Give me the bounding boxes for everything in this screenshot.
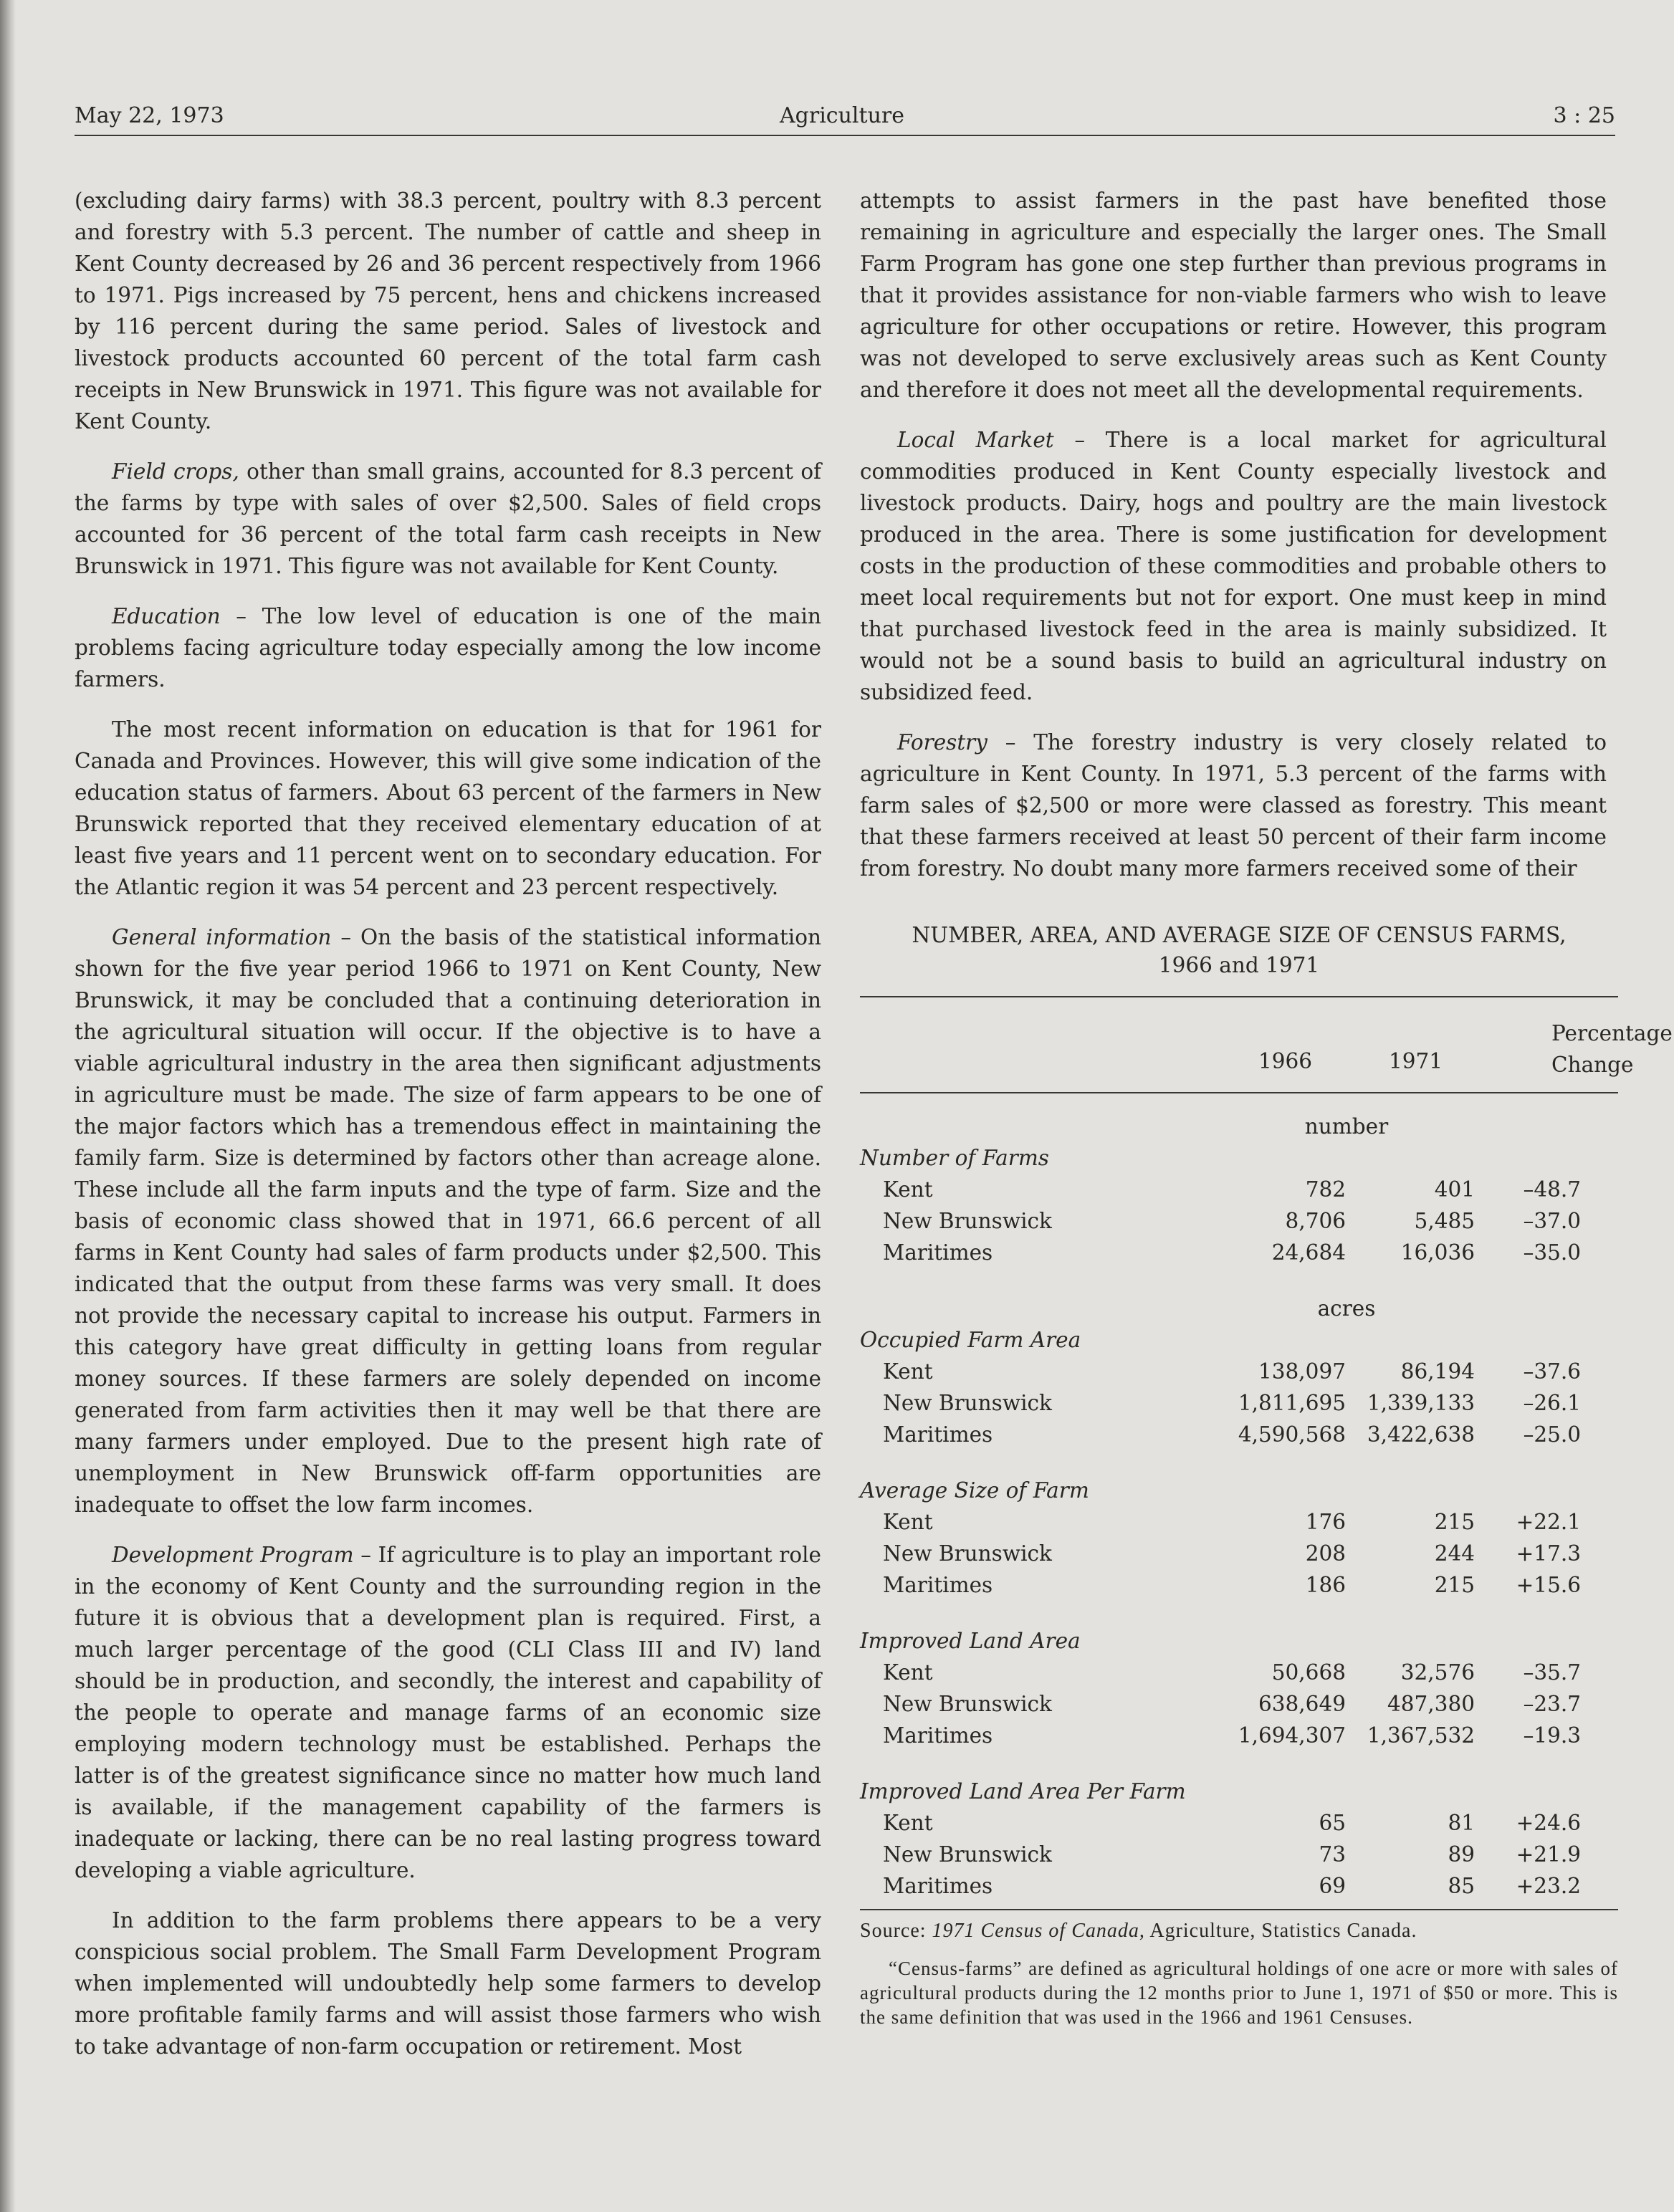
paragraph-field-crops [75, 456, 821, 582]
census-farms-table [860, 920, 1673, 2029]
value-1966: 176 [1305, 1510, 1346, 1534]
row-label: Kent [883, 1811, 933, 1835]
row-label: Maritimes [883, 1573, 993, 1597]
section-gap [860, 1601, 1618, 1625]
table-footnote: “Census-farms” are defined as agricultural holdings of one acre or more with sales of agricultural products during the 12 months prior to June 1, 1971 of $50 or more. This is the same definition that was used in the 1966 and 1961 Censuses. [860, 1958, 1618, 2028]
paragraph [75, 1905, 821, 2062]
paragraph-text: attempts to assist farmers in the past have benefited those remaining in agriculture and especially the larger ones. The Small Farm Program has gone one step further than previous programs in that it provides assistance for non-viable farmers who wish to leave agriculture for other occupations or retire. However, this program was not developed to serve exclusively areas such as Kent County and therefore it does not meet all the developmental requirements. [860, 188, 1607, 402]
section-title: Average Size of Farm [860, 1478, 1089, 1503]
column-header-percentage-change [1491, 1018, 1673, 1077]
table-row [860, 1538, 1618, 1569]
table-row [860, 1870, 1618, 1902]
paragraph-text: other than small grains, accounted for 8.3 percent of the farms by type with sales of over $2,500. Sales of field crops accounted for 36 percent of the total farm cash receipts in New Brunswick in 1971. This figure was not available for Kent County. [75, 459, 822, 578]
page-binding-shadow [0, 0, 16, 2212]
table-section [860, 1751, 1618, 1902]
paragraph-text: The most recent information on education is that for 1961 for Canada and Provinces. However, this will give some indication of the education status of farmers. About 63 percent of the farmers in New Brunswick reported that they received elementary education of at least five years and 11 percent went on to secondary education. For the Atlantic region it was 54 percent and 23 percent respectively. [75, 717, 821, 899]
table-body [860, 1093, 1618, 1902]
value-1971: 244 [1434, 1541, 1475, 1566]
unit-label: acres [1317, 1296, 1376, 1321]
value-1971: 3,422,638 [1367, 1422, 1475, 1447]
table-title [860, 920, 1618, 980]
value-1971: 86,194 [1400, 1359, 1475, 1384]
value-1971: 32,576 [1400, 1660, 1475, 1685]
value-1966: 638,649 [1258, 1692, 1346, 1716]
value-percentage-change: –26.1 [1523, 1391, 1581, 1415]
header-line: Change [1551, 1053, 1634, 1077]
paragraph-text: – The low level of education is one of the main problems facing agriculture today especially among the low income farmers. [75, 604, 821, 691]
value-1966: 24,684 [1271, 1240, 1346, 1265]
value-percentage-change: –35.0 [1523, 1240, 1581, 1265]
row-label: New Brunswick [883, 1541, 1052, 1566]
left-column [75, 185, 821, 2081]
table-title-line: NUMBER, AREA, AND AVERAGE SIZE OF CENSUS FARMS, [912, 923, 1567, 947]
value-1971: 5,485 [1414, 1209, 1475, 1233]
header-title: Agriculture [780, 103, 904, 128]
paragraph-education [75, 600, 821, 695]
value-1966: 65 [1319, 1811, 1346, 1835]
section-gap [860, 1751, 1618, 1776]
value-percentage-change: +22.1 [1516, 1510, 1581, 1534]
paragraph [75, 714, 821, 903]
row-label: Maritimes [883, 1240, 993, 1265]
value-percentage-change: –37.6 [1523, 1359, 1581, 1384]
table-row [860, 1237, 1618, 1268]
table-row [860, 1174, 1618, 1205]
value-1966: 782 [1305, 1177, 1346, 1202]
paragraph-general-information [75, 921, 821, 1521]
table-section [860, 1268, 1618, 1450]
section-title: Improved Land Area [860, 1629, 1081, 1653]
row-label: Kent [883, 1510, 933, 1534]
row-label: Kent [883, 1177, 933, 1202]
value-1966: 69 [1319, 1874, 1346, 1898]
section-title: Number of Farms [860, 1146, 1049, 1170]
paragraph-lead: Field crops, [112, 459, 239, 484]
value-percentage-change: –25.0 [1523, 1422, 1581, 1447]
table-row [860, 1506, 1618, 1538]
section-gap [860, 1093, 1618, 1111]
value-percentage-change: +17.3 [1516, 1541, 1581, 1566]
value-1971: 16,036 [1400, 1240, 1475, 1265]
value-percentage-change: +23.2 [1516, 1874, 1581, 1898]
row-label: Kent [883, 1660, 933, 1685]
right-column [860, 185, 1607, 903]
paragraph-local-market [860, 424, 1607, 708]
table-header [860, 997, 1673, 1092]
section-title: Improved Land Area Per Farm [860, 1779, 1186, 1804]
table-row [860, 1356, 1618, 1387]
row-label: Kent [883, 1359, 933, 1384]
value-1966: 73 [1319, 1842, 1346, 1867]
table-row [860, 1807, 1618, 1839]
value-1966: 138,097 [1258, 1359, 1346, 1384]
paragraph [860, 185, 1607, 406]
value-1966: 208 [1305, 1541, 1346, 1566]
value-1966: 4,590,568 [1238, 1422, 1346, 1447]
value-percentage-change: –23.7 [1523, 1692, 1581, 1716]
paragraph-text: In addition to the farm problems there appears to be a very conspicious social problem. The Small Farm Development Program when implemented will undoubtedly help some farmers to develop more profitable family farms and will assist those farmers who wish to take advantage of non-farm occupation or retirement. Most [75, 1908, 821, 2059]
row-label: New Brunswick [883, 1842, 1052, 1867]
paragraph-text: – On the basis of the statistical information shown for the five year period 1966 to 1971 on Kent County, New Brunswick, it may be concluded that a continuing deterioration in the agricultural situation will occur. If the objective is to have a viable agricultural industry in the area then significant adjustments in agriculture must be made. The size of farm appears to be one of the major factors which has a tremendous effect in maintaining the family farm. Size is determined by factors other than acreage alone. These include all the farm inputs and the type of farm. Size and the basis of economic class showed that in 1971, 66.6 percent of all farms in Kent County had sales of farm products under $2,500. This indicated that the output from these farms was very small. It does not provide the necessary capital to increase his output. Farmers in this category have great difficulty in getting loans from regular money sources. If these farmers are solely depended on income generated from farm activities then it may well be that there are many farmers under employed. Due to the present high rate of unemployment in New Brunswick off-farm opportunities are inadequate to offset the low farm incomes. [75, 925, 821, 1517]
value-1966: 1,811,695 [1238, 1391, 1346, 1415]
value-1971: 487,380 [1387, 1692, 1475, 1716]
value-1971: 215 [1434, 1573, 1475, 1597]
paragraph-text: – If agriculture is to play an important role in the economy of Kent County and the surrounding region in the future it is obvious that a development plan is required. First, a much larger percentage of the good (CLI Class III and IV) land should be in production, and secondly, the interest and capability of the people to operate and manage farms of an economic size employing modern technology must be established. Perhaps the latter is of the greatest significance since no matter how much land is available, if the management capability of the farmers is inadequate or lacking, there can be no real lasting progress toward developing a viable agriculture. [75, 1543, 821, 1882]
value-percentage-change: –48.7 [1523, 1177, 1581, 1202]
value-1971: 1,367,532 [1367, 1723, 1475, 1748]
header-page-number: 3 : 25 [1553, 103, 1615, 128]
value-1971: 1,339,133 [1367, 1391, 1475, 1415]
row-label: New Brunswick [883, 1391, 1052, 1415]
source-label: Source: [860, 1920, 927, 1942]
table-row [860, 1839, 1618, 1870]
table-row [860, 1688, 1618, 1720]
section-gap [860, 1268, 1618, 1293]
value-1966: 8,706 [1285, 1209, 1346, 1233]
row-label: Maritimes [883, 1723, 993, 1748]
value-1966: 1,694,307 [1238, 1723, 1346, 1748]
paragraph-text: – There is a local market for agricultural commodities produced in Kent County especially livestock and livestock products. Dairy, hogs and poultry are the main livestock produced in the area. There is some justification for development costs in the production of these commodities and probable others to meet local requirements but not for export. One must keep in mind that purchased livestock feed in the area is mainly subsidized. It would not be a sound basis to build an agricultural industry on subsidized feed. [860, 428, 1607, 704]
table-row [860, 1205, 1618, 1237]
value-percentage-change: –19.3 [1523, 1723, 1581, 1748]
paragraph-lead: Forestry [897, 730, 987, 755]
value-percentage-change: +15.6 [1516, 1573, 1581, 1597]
table-row [860, 1419, 1618, 1450]
header-line: Percentage [1551, 1021, 1673, 1045]
paragraph [75, 185, 821, 437]
value-1971: 81 [1448, 1811, 1475, 1835]
row-label: New Brunswick [883, 1692, 1052, 1716]
value-percentage-change: –35.7 [1523, 1660, 1581, 1685]
value-percentage-change: –37.0 [1523, 1209, 1581, 1233]
value-percentage-change: +24.6 [1516, 1811, 1581, 1835]
table-section [860, 1093, 1618, 1268]
section-title: Occupied Farm Area [860, 1328, 1081, 1352]
value-1971: 401 [1434, 1177, 1475, 1202]
paragraph-lead: General information [112, 925, 332, 949]
row-label: Maritimes [883, 1422, 993, 1447]
table-row [860, 1387, 1618, 1419]
value-1971: 89 [1448, 1842, 1475, 1867]
paragraph-text: (excluding dairy farms) with 38.3 percent, poultry with 8.3 percent and forestry with 5.3 percent. The number of cattle and sheep in Kent County decreased by 26 and 36 percent respectively from 1966 to 1971. Pigs increased by 75 percent, hens and chickens increased by 116 percent during the same period. Sales of livestock and livestock products accounted 60 percent of the total farm cash receipts in New Brunswick in 1971. This figure was not available for Kent County. [75, 188, 821, 434]
paragraph-lead: Development Program [112, 1543, 354, 1567]
paragraph-development-program [75, 1539, 821, 1886]
row-label: New Brunswick [883, 1209, 1052, 1233]
page-header [75, 99, 1615, 136]
paragraph-text: – The forestry industry is very closely related to agriculture in Kent County. In 1971, 5.3 percent of the farms with farm sales of $2,500 or more were classed as forestry. This meant that these farmers received at least 50 percent of their farm income from forestry. No doubt many more farmers received some of their [860, 730, 1607, 881]
unit-label: number [1304, 1114, 1389, 1139]
value-1966: 50,668 [1271, 1660, 1346, 1685]
value-percentage-change: +21.9 [1516, 1842, 1581, 1867]
paragraph-lead: Local Market [897, 428, 1054, 452]
source-text: Agriculture, Statistics Canada. [1144, 1920, 1417, 1942]
header-date: May 22, 1973 [75, 103, 224, 128]
table-title-line: 1966 and 1971 [1158, 953, 1320, 977]
column-header-1966: 1966 [1258, 1049, 1313, 1073]
paragraph-forestry [860, 727, 1607, 884]
value-1966: 186 [1305, 1573, 1346, 1597]
section-gap [860, 1450, 1618, 1475]
paragraph-lead: Education [112, 604, 221, 628]
value-1971: 215 [1434, 1510, 1475, 1534]
table-source [860, 1909, 1618, 1945]
value-1971: 85 [1448, 1874, 1475, 1898]
table-row [860, 1569, 1618, 1601]
table-row [860, 1657, 1618, 1688]
row-label: Maritimes [883, 1874, 993, 1898]
table-section [860, 1601, 1618, 1751]
table-section [860, 1450, 1618, 1601]
column-header-1971: 1971 [1389, 1049, 1443, 1073]
source-title: 1971 Census of Canada, [932, 1920, 1145, 1942]
table-row [860, 1720, 1618, 1751]
